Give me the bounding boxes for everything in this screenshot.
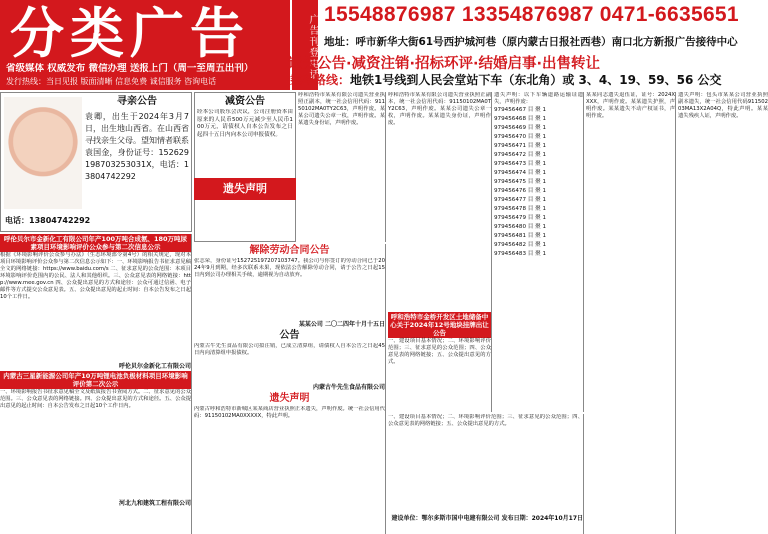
column-5-intro: 遗失声明：以下车辆道路运输证遗失，声明作废： (494, 92, 583, 105)
eia-notice-head: 呼伦贝尔市金新化工有限公司年产100万吨合成氨、180万吨尿素项目环境影响评价公众参与第二次信息公示 (0, 234, 191, 252)
registration-row: 979456480 目 聚 1 (494, 224, 547, 230)
logo-tagline: 省级媒体 权威发布 微信办理 送报上门（周一至周五出刊） (6, 63, 254, 74)
labor-contract-body: 张志荣，身份证号152725197207103747。我公司与你签订的劳动合同已于2024年9月到期，经多次联系未果，现依法公告解除劳动合同，请于公告之日起15日内到公司办理相关手续，逾期视为自动放弃。 (194, 258, 385, 278)
eia-notice-body: 根据《环境影响评价公众参与办法》（生态环境部令第4号）的相关规定，现对本项目环境影响评价公众参与第二次信息公示如下：一、环境影响报告书征求意见稿全文的网络链接：https://www.baidu.com/s 二、征求意见的公众范围：本项目环境影响评价范围内的公民、法人和其他组织。三、公众意见表的网络链接：http://www.mee.gov.cn 四、公众提出意见的方式和途径：公众可通过信函、电子邮件等方式提交公众意见表。五、公众提出意见的起止时间：自本公告发布之日起10个工作日。 (0, 252, 191, 300)
column-7 (678, 92, 768, 534)
lost-statement-label: 遗失声明 (194, 178, 296, 200)
missing-person-notice (0, 92, 192, 232)
dissolution-signature: 内蒙古牛先生食品有限公司 (312, 384, 385, 391)
eia-notice-2-body: 一、环境影响报告书征求意见稿全文及纸质报告书查阅方式。二、征求意见的公众范围。三、公众意见表的网络链接。四、公众提出意见的方式和途径。五、公众提出意见的起止时间：自本公告发布之日起10个工作日内。 (0, 389, 191, 409)
land-notice-head: 呼和浩特市金桥开发区土地储备中心关于2024年12号地块挂牌出让公告 (388, 312, 491, 338)
bottom-notice-body: 一、建设项目基本情况；二、环境影响评价范围；三、征求意见的公众范围；四、公众意见表的网络链接；五、公众提出意见的方式。 (388, 414, 583, 427)
bottom-notice-signature: 建设单位：鄂尔多斯市国中电建有限公司 发布日期：2024年10月17日 (391, 515, 583, 522)
capital-reduction-notice (194, 92, 296, 242)
registration-row: 979456470 目 聚 1 (494, 134, 547, 140)
column-6-body: 某某同志遗失退伍证，证号：2024XXXX，声明作废。某某遗失护照，声明作废。某某遗失不动产权证书，声明作废。 (586, 92, 675, 119)
column-6 (586, 92, 676, 534)
eia-notice-2-head: 内蒙古三星新能源公司年产10万吨锂电池负极材料项目环境影响评价第二次公示 (0, 371, 191, 389)
column-7-body: 遗失声明：包头市某某公司营业执照副本遗失，统一社会信用代码91150203MA13X2A04Q，特此声明。某某遗失残疾人证，声明作废。 (678, 92, 768, 119)
registration-row: 979456471 目 聚 1 (494, 143, 547, 149)
column-4 (388, 92, 492, 412)
logo-box (0, 0, 290, 90)
labor-contract-title: 解除劳动合同公告 (249, 245, 330, 256)
registration-row: 979456475 目 聚 1 (494, 179, 547, 185)
registration-row: 979456469 目 聚 1 (494, 125, 547, 131)
registration-row: 979456477 目 聚 1 (494, 197, 547, 203)
bus-label: 乘车路线： (290, 73, 351, 87)
column-4-intro: 呼和浩特市某某有限公司遗失营业执照正副本，统一社会信用代码：91150102MA0TY2C63，声明作废。某某公司遗失公章一枚，声明作废。某某遗失身份证，声明作废。 (388, 92, 491, 126)
registration-row: 979456483 目 聚 1 (494, 251, 547, 257)
bus-route (290, 71, 768, 88)
column-3-body: 呼和浩特市某某有限公司遗失营业执照正副本，统一社会信用代码：91150102MA0TY2C63，声明作废。某某公司遗失公章一枚，声明作废。某某遗失身份证，声明作废。 (298, 92, 385, 126)
lost-statement-2-body: 内蒙古呼和浩特市新城区某某商店营业执照正本遗失，声明作废。统一社会信用代码：91150102MA0XXXXX，特此声明。 (194, 406, 385, 419)
address: 地址：呼市新华大街61号西护城河巷（原内蒙古日报社西巷）南口北方新报广告接待中心 (324, 36, 738, 48)
logo-subline: 发行热线：当日见报 版面清晰 信息免费 诚信服务 咨询电话 (6, 77, 217, 86)
capital-reduction-title: 减资公告 (225, 96, 265, 107)
column-2 (194, 244, 386, 534)
dissolution-body: 内蒙古牛先生食品有限公司拟注销，已成立清算组，请债权人自本公告之日起45日内向清算组申报债权。 (194, 343, 385, 356)
land-notice-body: 一、建设项目基本情况；二、环境影响评价范围；三、征求意见的公众范围；四、公众意见表的网络链接；五、公众提出意见的方式。 (388, 338, 491, 365)
eia-notice-signature: 呼伦贝尔金新化工有限公司 (118, 363, 191, 370)
registration-list (494, 106, 583, 259)
bottom-notice (388, 414, 584, 534)
registration-row: 979456473 目 聚 1 (494, 161, 547, 167)
labor-contract-signature: 某某公司 二〇二四年十月十五日 (298, 321, 385, 328)
eia-notice-2-signature: 河北九和建筑工程有限公司 (118, 500, 191, 507)
logo-title: 分类广告 (10, 1, 250, 65)
header (0, 0, 768, 90)
registration-row: 979456472 目 聚 1 (494, 152, 547, 158)
column-1 (0, 234, 192, 534)
registration-row: 979456479 目 聚 1 (494, 215, 547, 221)
column-5 (494, 92, 584, 412)
registration-row: 979456468 目 聚 1 (494, 116, 547, 122)
registration-row: 979456478 目 聚 1 (494, 206, 547, 212)
capital-reduction-body: 经本公司股东会决议，公司注册资本由原来的人民币500万元减少至人民币100万元，请债权人自本公告发布之日起四十五日内向本公司申报债权。 (197, 109, 293, 138)
registration-row: 979456482 目 聚 1 (494, 242, 547, 248)
registration-row: 979456481 目 聚 1 (494, 233, 547, 239)
bus-route-text: 地铁1号线到人民会堂站下车（东北角）或 3、4、19、59、56 公交 (350, 73, 722, 87)
dissolution-title: 公告 (279, 330, 300, 341)
vertical-tag: 广告刊登电话 (292, 0, 318, 90)
registration-row: 979456467 目 聚 1 (494, 107, 547, 113)
phone-numbers: 15548876987 13354876987 0471-6635651 (324, 3, 739, 26)
child-photo (4, 97, 82, 209)
services-banner: 遗失公告·减资注销·招标环评·结婚启事·出售转让 (288, 56, 601, 72)
registration-row: 979456474 目 聚 1 (494, 170, 547, 176)
missing-body: 袁卿，出生于2024年3月7日，出生地山西省。在山西省寻找亲生父母。望知情者联系袁国金，身份证号：152629198703253031X，电话：13804742292 (85, 112, 189, 181)
missing-title: 寻亲公告 (117, 96, 157, 107)
missing-contact: 电话：13804742292 (5, 216, 91, 225)
registration-row: 979456476 目 聚 1 (494, 188, 547, 194)
lost-statement-2-title: 遗失声明 (269, 393, 310, 404)
column-3 (298, 92, 386, 242)
